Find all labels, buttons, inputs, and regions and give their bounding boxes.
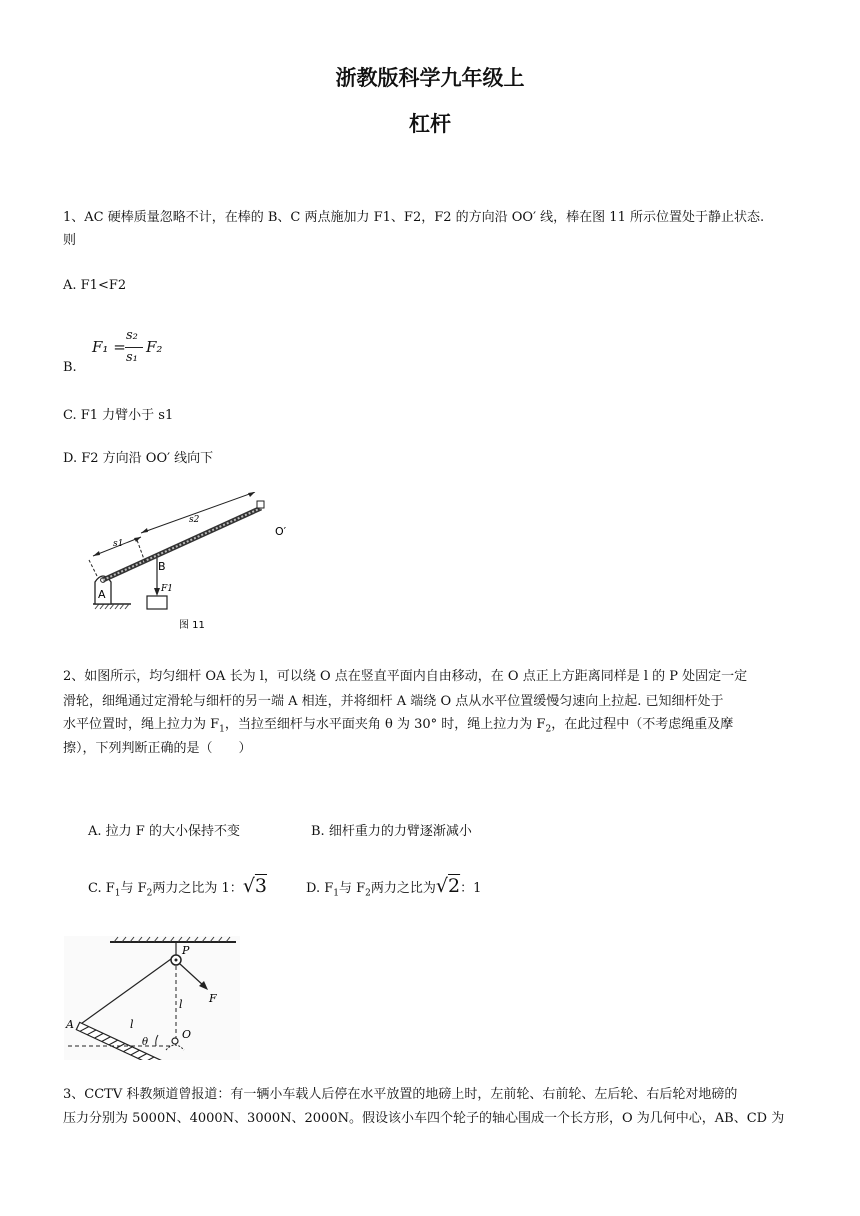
figure-label-s2: s2 — [189, 515, 200, 525]
q2-opt-c-post: 两力之比为 1： — [152, 881, 243, 896]
figure-label-a: A — [98, 588, 106, 601]
figure-label-p: P — [182, 944, 190, 957]
q1-figure-lever — [85, 492, 305, 634]
q2-opt-c-sub2: 2 — [146, 888, 153, 899]
q1-option-d: D. F2 方向沿 OO′ 线向下 — [63, 451, 214, 466]
q2-option-a: A. 拉力 F 的大小保持不变 — [88, 824, 240, 839]
formula-rhs: F₂ — [146, 338, 163, 356]
q2-option-b: B. 细杆重力的力臂逐渐减小 — [311, 824, 472, 839]
q1-option-a: A. F1<F2 — [63, 278, 127, 293]
q2-stem-line1: 2、如图所示，均匀细杆 OA 长为 l，可以绕 O 点在竖直平面内自由移动，在 O 点正上方距离同样是 l 的 P 处固定一定 — [63, 669, 748, 684]
figure-label-o: O — [182, 1028, 192, 1041]
figure-label-o-prime: O′ — [275, 525, 287, 538]
sqrt-symbol: √ — [242, 875, 255, 897]
formula-lhs: F₁ = — [92, 338, 126, 356]
q2-stem-line4: 擦），下列判断正确的是（ ） — [63, 741, 252, 756]
q1-option-c: C. F1 力臂小于 s1 — [63, 408, 174, 423]
figure-label-l-vertical: l — [179, 998, 183, 1011]
q2-opt-d-root: 2 — [448, 875, 461, 897]
q2-line3-part2: ，当拉至细杆与水平面夹角 θ 为 30° 时，绳上拉力为 F — [224, 717, 546, 732]
figure-label-theta: θ — [142, 1037, 149, 1048]
q2-option-c — [88, 875, 268, 902]
formula-numerator: s₂ — [126, 328, 138, 343]
q1-option-b-label: B. — [63, 360, 77, 375]
figure-label-a: A — [66, 1018, 74, 1031]
document-title: 浙教版科学九年级上 — [335, 66, 525, 90]
q3-stem-line2: 压力分别为 5000N、4000N、3000N、2000N。假设该小车四个轮子的轴心围成一个长方形，O 为几何中心，AB、CD 为 — [63, 1111, 785, 1126]
q2-stem-line2: 滑轮，细绳通过定滑轮与细杆的另一端 A 相连，并将细杆 A 端绕 O 点从水平位置缓慢匀速向上拉起. 已知细杆处于 — [63, 694, 724, 709]
q1-stem-line2: 则 — [63, 233, 77, 248]
q2-option-d — [306, 875, 482, 902]
q2-opt-c-sub1: 1 — [114, 888, 121, 899]
q2-opt-c-mid: 与 F — [120, 881, 147, 896]
q2-figure-pulley — [64, 936, 240, 1060]
q2-opt-d-end: ：1 — [460, 881, 482, 896]
q2-line3-part1: 水平位置时，绳上拉力为 F — [63, 717, 220, 732]
q2-stem-line3 — [63, 717, 733, 738]
figure-label-s1: s1 — [113, 539, 124, 549]
figure-label-f1: F1 — [161, 584, 173, 594]
sqrt-symbol: √ — [435, 875, 448, 897]
q2-opt-d-sub1: 1 — [333, 888, 339, 899]
q2-opt-d-sub2: 2 — [365, 888, 371, 899]
figure-label-b: B — [158, 560, 166, 573]
q2-line3-sub1: 1 — [219, 724, 225, 735]
figure-caption: 图 11 — [179, 620, 205, 631]
q2-opt-d-mid: 与 F — [338, 881, 366, 896]
q3-stem-line1: 3、CCTV 科教频道曾报道：有一辆小车载人后停在水平放置的地磅上时，左前轮、右前轮、左后轮、右后轮对地磅的 — [63, 1087, 738, 1102]
q2-opt-c-root: 3 — [254, 875, 268, 897]
document-subtitle: 杠杆 — [409, 112, 451, 136]
figure-label-l-rod: l — [130, 1018, 134, 1031]
fraction-bar — [125, 347, 143, 348]
q1-option-b-formula — [92, 328, 172, 372]
q2-line3-part3: ，在此过程中（不考虑绳重及摩 — [551, 717, 734, 732]
figure-label-f: F — [209, 992, 217, 1005]
q2-line3-sub2: 2 — [545, 724, 552, 735]
q2-opt-c-pre: C. F — [88, 881, 115, 896]
formula-denominator: s₁ — [126, 350, 138, 365]
q1-stem-line1: 1、AC 硬棒质量忽略不计，在棒的 B、C 两点施加力 F1、F2，F2 的方向沿 OO′ 线，棒在图 11 所示位置处于静止状态. — [63, 210, 765, 225]
q2-opt-d-pre: D. F — [306, 881, 334, 896]
q2-opt-d-post: 两力之比为 — [370, 881, 436, 896]
